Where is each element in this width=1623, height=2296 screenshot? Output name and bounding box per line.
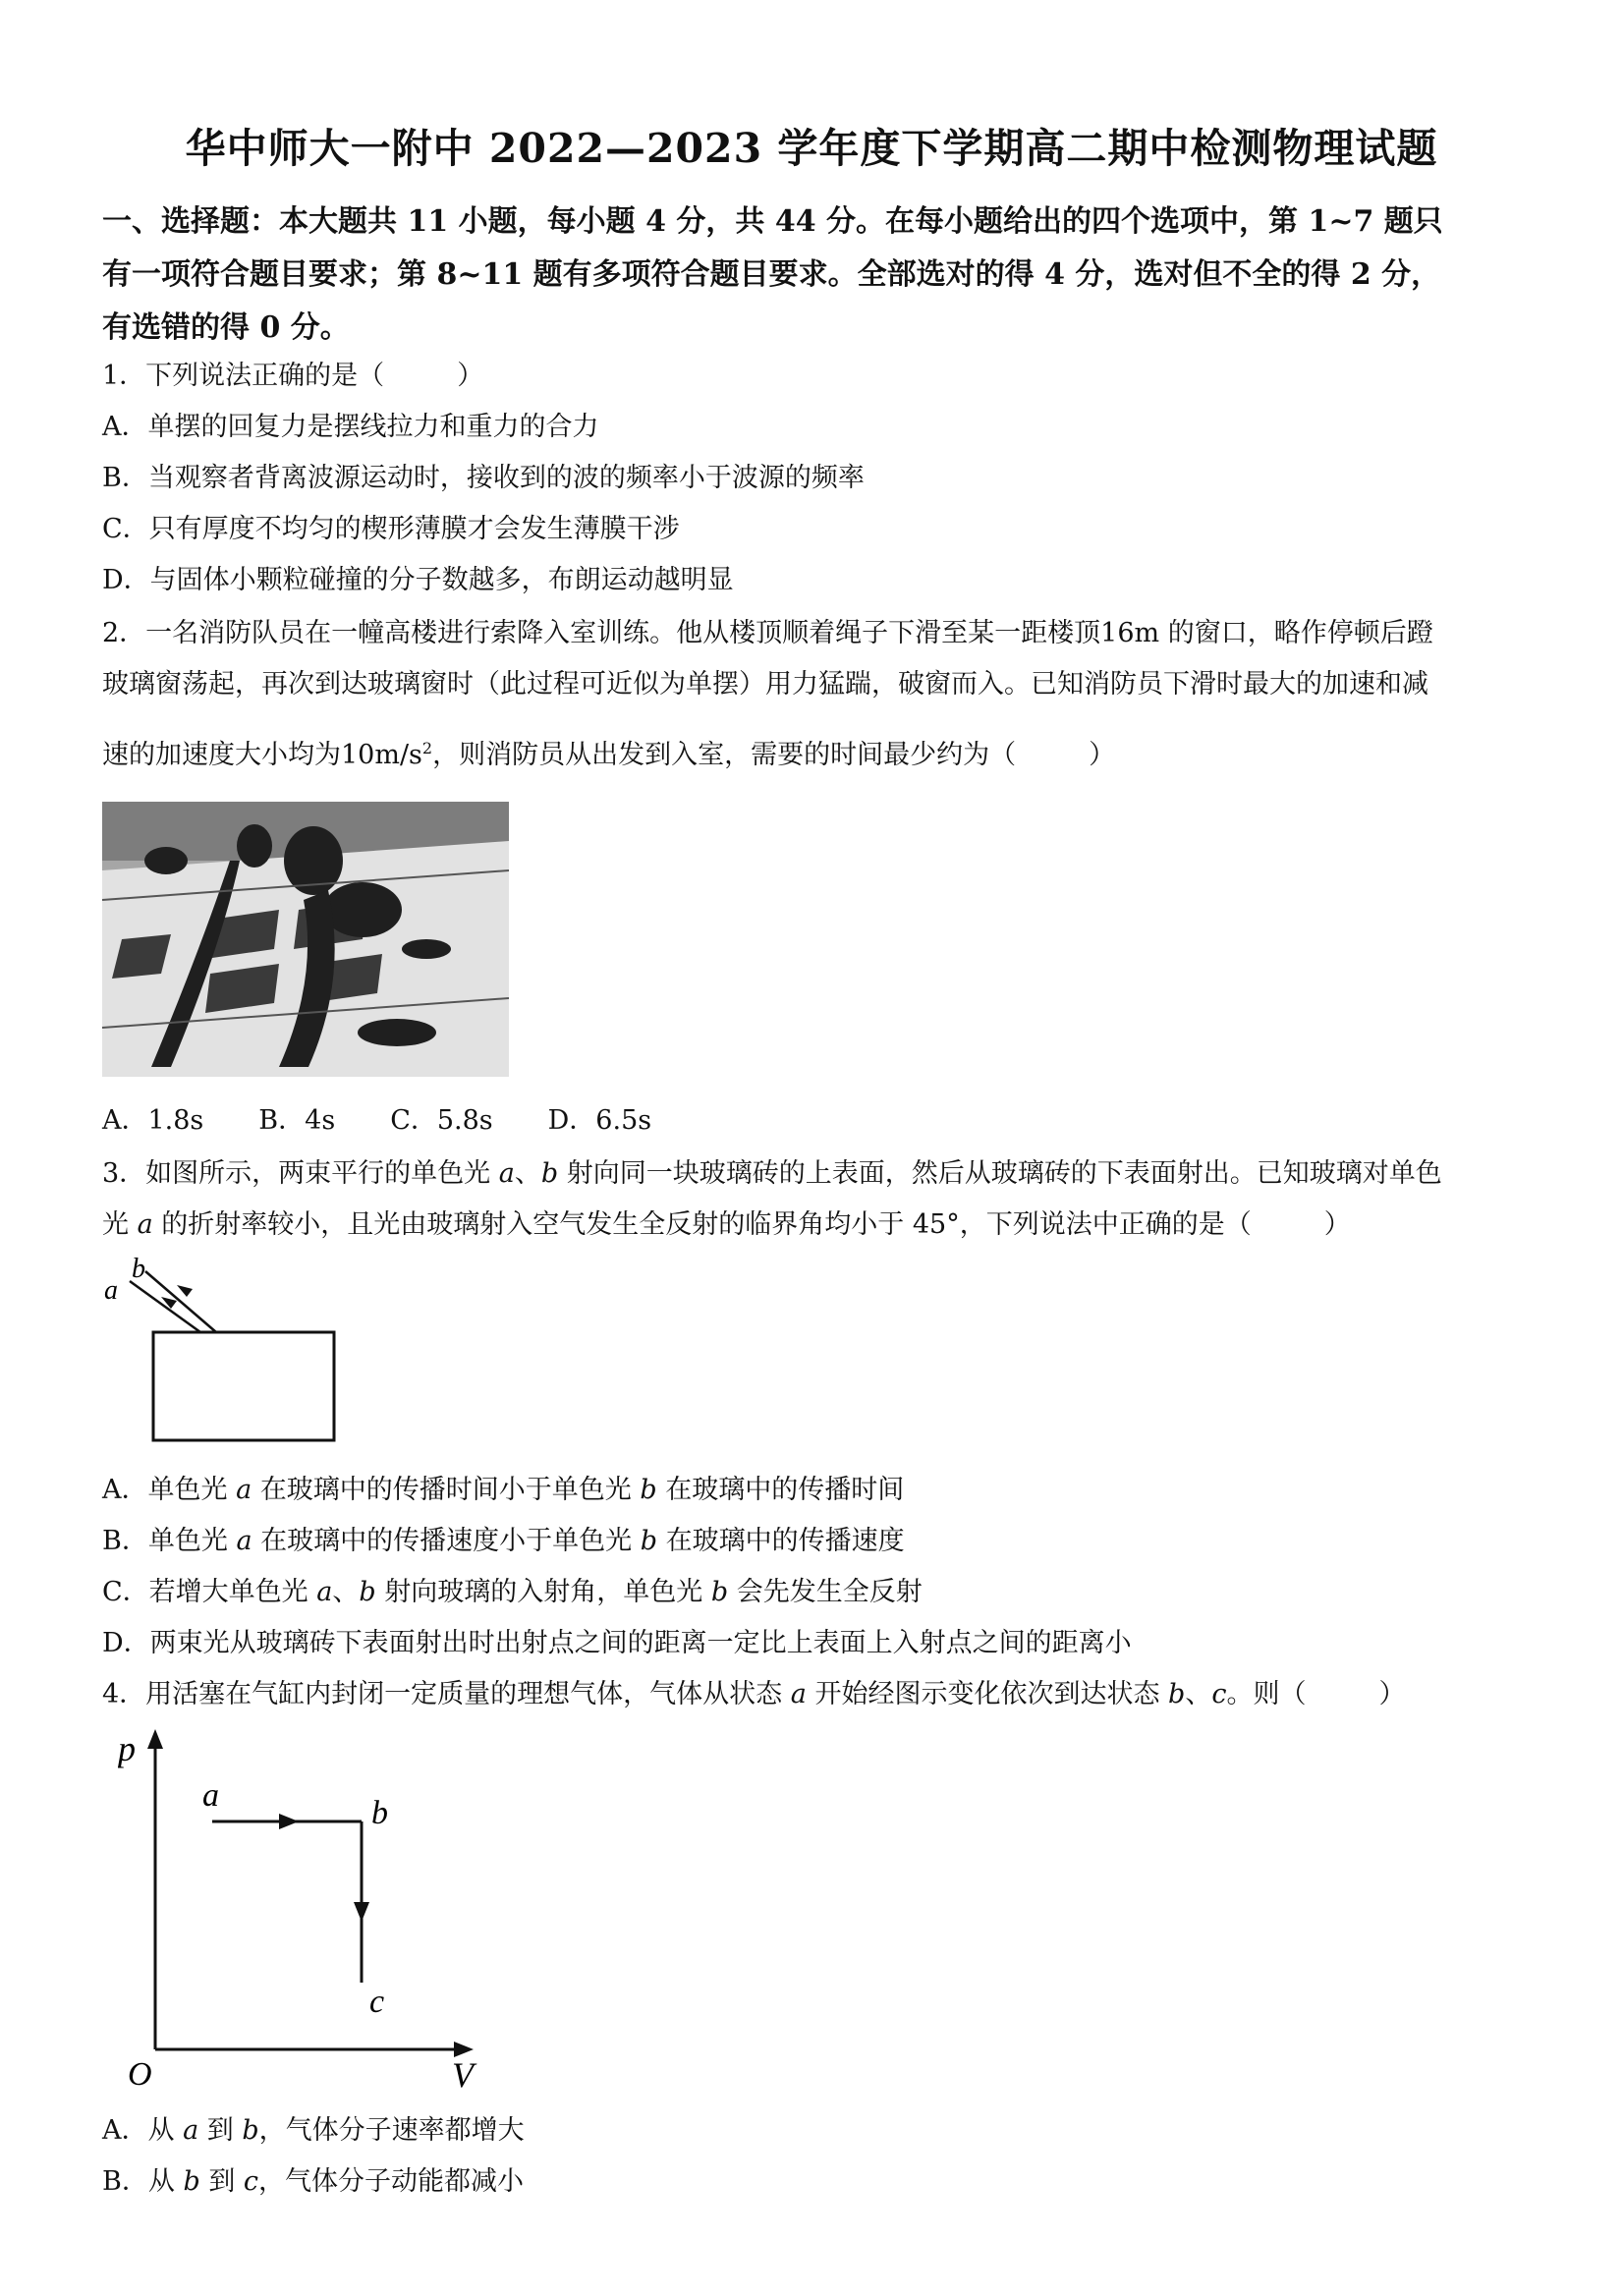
question-1-option-a: A．单摆的回复力是摆线拉力和重力的合力 [102, 412, 599, 442]
question-1-option-c: C．只有厚度不均匀的楔形薄膜才会发生薄膜干涉 [102, 514, 680, 544]
firefighter-photo [102, 802, 509, 1077]
question-2-option-d: D．6.5s [547, 1105, 652, 1136]
glass-brick-diagram [102, 1254, 348, 1450]
question-2-exponent: 2 [421, 739, 433, 757]
question-2-option-c: C．5.8s [390, 1105, 493, 1136]
question-3-option-a [102, 1468, 904, 1506]
var-c: c [1211, 1679, 1227, 1709]
var-a: a [137, 1209, 153, 1240]
q4-text: 4．用活塞在气缸内封闭一定质量的理想气体，气体从状态 [102, 1679, 791, 1709]
label-a: a [104, 1275, 118, 1306]
question-3-line-1 [102, 1151, 1442, 1190]
question-4-paren-close: ） [1378, 1679, 1406, 1709]
q4-text: 开始经图示变化依次到达状态 [806, 1679, 1169, 1709]
var-b: b [540, 1158, 559, 1189]
question-2-line-1: 2．一名消防队员在一幢高楼进行索降入室训练。他从楼顶顺着绳子下滑至某一距楼顶16m 的窗口，略作停顿后蹬 [102, 618, 1433, 648]
var-a: a [790, 1679, 807, 1709]
opt-text: 会先发生全反射 [728, 1577, 923, 1607]
state-b-label: b [371, 1795, 388, 1831]
var-b: b [1168, 1679, 1186, 1709]
page-title: 华中师大一附中 2022—2023 学年度下学期高二期中检测物理试题 [185, 125, 1438, 172]
var-a: a [236, 1475, 252, 1505]
question-2-line-3-pre: 速的加速度大小均为10m/s [102, 740, 422, 770]
separator: 、 [332, 1577, 360, 1607]
question-2-paren-close: ） [1089, 740, 1116, 770]
question-3-option-c [102, 1570, 923, 1608]
question-3-text-2: 射向同一块玻璃砖的上表面，然后从玻璃砖的下表面射出。已知玻璃对单色 [558, 1158, 1442, 1189]
opt-text: A．从 [102, 2115, 184, 2146]
var-a: a [498, 1158, 515, 1189]
opt-text: 在玻璃中的传播时间小于单色光 [252, 1475, 641, 1505]
opt-text: 射向玻璃的入射角，单色光 [375, 1577, 711, 1607]
separator: 、 [514, 1158, 541, 1189]
pv-diagram [118, 1725, 491, 2089]
question-1-paren-close: ） [457, 361, 484, 391]
question-4-stem [102, 1672, 1405, 1710]
question-1-option-b: B．当观察者背离波源运动时，接收到的波的频率小于波源的频率 [102, 463, 865, 493]
opt-text: B．从 [102, 2166, 184, 2197]
separator: 、 [1185, 1679, 1212, 1709]
section-instructions-line-3: 有选错的得 0 分。 [102, 310, 350, 345]
question-2-options [102, 1098, 651, 1137]
opt-text: ，气体分子速率都增大 [258, 2115, 525, 2146]
question-2-line-2: 玻璃窗荡起，再次到达玻璃窗时（此过程可近似为单摆）用力猛踹，破窗而入。已知消防员下滑时最大的加速和减 [102, 669, 1428, 700]
opt-text: C．若增大单色光 [102, 1577, 317, 1607]
var-b: b [183, 2166, 200, 2197]
question-1-stem [102, 354, 483, 392]
var-b: b [710, 1577, 729, 1607]
question-3-line-2 [102, 1203, 1351, 1241]
question-4-option-a [102, 2108, 525, 2147]
question-2-option-a: A．1.8s [102, 1105, 204, 1136]
question-3-paren-close: ） [1323, 1209, 1351, 1240]
q4-text: 。则（ [1226, 1679, 1307, 1709]
question-3-text-4: 的折射率较小，且光由玻璃射入空气发生全反射的临界角均小于 45°，下列说法中正确的是（ [152, 1209, 1252, 1240]
var-b: b [640, 1475, 657, 1505]
label-b: b [132, 1254, 145, 1284]
state-a-label: a [202, 1777, 219, 1814]
opt-text: A．单色光 [102, 1475, 237, 1505]
axis-p-label: p [118, 1729, 136, 1768]
var-c: c [243, 2166, 259, 2197]
var-b: b [640, 1526, 658, 1556]
question-4-option-b [102, 2159, 524, 2198]
section-instructions-line-2: 有一项符合题目要求；第 8~11 题有多项符合题目要求。全部选对的得 4 分，选对但不全的得 2 分， [102, 257, 1441, 292]
opt-text: 到 [199, 2166, 244, 2197]
question-1-option-d: D．与固体小颗粒碰撞的分子数越多，布朗运动越明显 [102, 565, 734, 595]
var-b: b [359, 1577, 376, 1607]
var-a: a [236, 1526, 252, 1556]
section-instructions-line-1: 一、选择题：本大题共 11 小题，每小题 4 分，共 44 分。在每小题给出的四个选项中，第 1~7 题只 [102, 204, 1443, 239]
var-b: b [242, 2115, 259, 2146]
question-2-option-b: B．4s [258, 1105, 336, 1136]
question-3-text-3: 光 [102, 1209, 138, 1240]
opt-text: B．单色光 [102, 1526, 237, 1556]
opt-text: 在玻璃中的传播速度 [657, 1526, 905, 1556]
opt-text: 到 [198, 2115, 243, 2146]
opt-text: 在玻璃中的传播速度小于单色光 [252, 1526, 641, 1556]
question-2-line-3 [102, 733, 1115, 771]
question-2-line-3-post: ，则消防员从出发到入室，需要的时间最少约为（ [432, 740, 1017, 770]
question-3-text-1: 3．如图所示，两束平行的单色光 [102, 1158, 499, 1189]
question-3-option-b [102, 1519, 905, 1557]
question-3-option-d: D．两束光从玻璃砖下表面射出时出射点之间的距离一定比上表面上入射点之间的距离小 [102, 1628, 1132, 1658]
var-a: a [316, 1577, 333, 1607]
opt-text: 在玻璃中的传播时间 [656, 1475, 905, 1505]
var-a: a [183, 2115, 199, 2146]
axis-v-label: V [452, 2055, 474, 2089]
opt-text: ，气体分子动能都减小 [258, 2166, 525, 2197]
state-c-label: c [369, 1984, 385, 2020]
origin-label: O [128, 2056, 152, 2089]
question-1-text: 1．下列说法正确的是（ [102, 361, 385, 391]
